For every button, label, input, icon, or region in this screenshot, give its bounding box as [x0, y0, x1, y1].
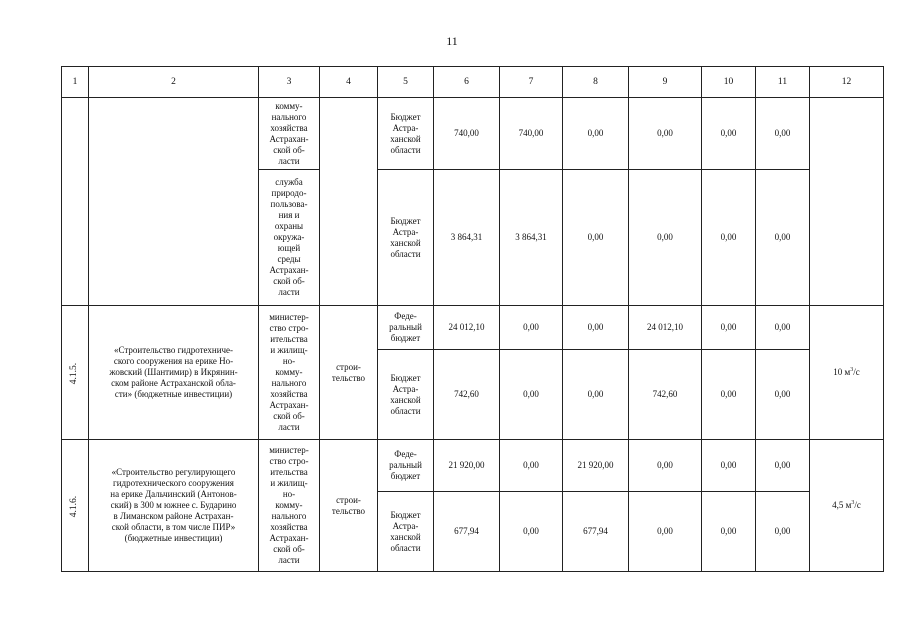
value-cell: 0,00 — [702, 350, 756, 440]
col-header: 10 — [702, 67, 756, 98]
col-header: 11 — [756, 67, 810, 98]
col-header: 12 — [810, 67, 884, 98]
event-name-cell — [89, 98, 259, 306]
value-cell: 0,00 — [702, 170, 756, 306]
value-cell: 21 920,00 — [563, 440, 629, 492]
value-cell: 0,00 — [756, 350, 810, 440]
funding-source-cell: Бюджет Астра- ханской области — [378, 492, 434, 572]
value-cell: 24 012,10 — [629, 306, 702, 350]
value-cell: 0,00 — [500, 440, 563, 492]
col-header: 3 — [259, 67, 320, 98]
page-number: 11 — [446, 34, 458, 48]
value-cell: 21 920,00 — [434, 440, 500, 492]
funding-source-cell: Бюджет Астра- ханской области — [378, 98, 434, 170]
value-cell: 0,00 — [500, 306, 563, 350]
value-cell: 0,00 — [702, 98, 756, 170]
value-cell: 3 864,31 — [434, 170, 500, 306]
executor-cell: комму- нального хозяйства Астрахан- ской об- ласти — [259, 98, 320, 170]
value-cell: 742,60 — [434, 350, 500, 440]
table-row — [62, 306, 884, 350]
value-cell: 0,00 — [702, 306, 756, 350]
value-cell: 740,00 — [500, 98, 563, 170]
row-number: 4.1.5. — [69, 362, 80, 384]
executor-cell: министер- ство стро- ительства и жилищ- но- комму- нального хозяйства Астрахан- ской об- ласти — [259, 306, 320, 440]
result-cell — [810, 440, 884, 572]
result-cell — [810, 306, 884, 440]
result-superscript: 3 — [851, 500, 855, 506]
value-cell: 0,00 — [756, 440, 810, 492]
value-cell: 0,00 — [629, 440, 702, 492]
row-number-cell — [62, 440, 89, 572]
row-number-cell — [62, 98, 89, 306]
table-row — [62, 98, 884, 170]
event-name-cell: «Строительство регулирующего гидротехнического сооружения на ерике Дальчинский (Антонов- ский) в 300 м южнее с. Бударино в Лиманском районе Астрахан- ской области, в том числе ПИР» (бюджетные инвестиции) — [89, 440, 259, 572]
value-cell: 0,00 — [756, 98, 810, 170]
result-unit: /с — [854, 500, 861, 510]
event-name-cell: «Строительство гидротехниче- ского сооружения на ерике Но- жовский (Шантимир) в Икрянин- ском районе Астраханской обла- сти» (бюджетные инвестиции) — [89, 306, 259, 440]
table-row — [62, 440, 884, 492]
executor-cell: министер- ство стро- ительства и жилищ- но- комму- нального хозяйства Астрахан- ской об- ласти — [259, 440, 320, 572]
result-value: 4,5 м — [832, 500, 852, 510]
value-cell: 0,00 — [563, 170, 629, 306]
value-cell: 740,00 — [434, 98, 500, 170]
value-cell: 0,00 — [756, 492, 810, 572]
row-number: 4.1.6. — [69, 495, 80, 517]
value-cell: 24 012,10 — [434, 306, 500, 350]
value-cell: 0,00 — [563, 350, 629, 440]
funding-source-cell: Бюджет Астра- ханской области — [378, 350, 434, 440]
value-cell: 0,00 — [500, 350, 563, 440]
value-cell: 742,60 — [629, 350, 702, 440]
result-superscript: 3 — [850, 367, 854, 373]
work-type-cell: строи- тельство — [320, 306, 378, 440]
funding-source-cell: Бюджет Астра- ханской области — [378, 170, 434, 306]
result-value: 10 м — [833, 367, 851, 377]
value-cell: 3 864,31 — [500, 170, 563, 306]
col-header: 4 — [320, 67, 378, 98]
value-cell: 0,00 — [756, 306, 810, 350]
result-cell — [810, 98, 884, 306]
value-cell: 0,00 — [563, 306, 629, 350]
executor-cell: служба природо- пользова- ния и охраны окружа- ющей среды Астрахан- ской об- ласти — [259, 170, 320, 306]
column-header-row — [62, 67, 884, 98]
value-cell: 677,94 — [434, 492, 500, 572]
value-cell: 0,00 — [756, 170, 810, 306]
result-unit: /с — [853, 367, 860, 377]
col-header: 6 — [434, 67, 500, 98]
value-cell: 0,00 — [500, 492, 563, 572]
work-type-cell: строи- тельство — [320, 440, 378, 572]
value-cell: 0,00 — [702, 440, 756, 492]
row-number-cell — [62, 306, 89, 440]
col-header: 8 — [563, 67, 629, 98]
program-table — [61, 66, 884, 572]
value-cell: 0,00 — [629, 98, 702, 170]
work-type-cell — [320, 98, 378, 306]
value-cell: 0,00 — [563, 98, 629, 170]
funding-source-cell: Феде- ральный бюджет — [378, 306, 434, 350]
value-cell: 0,00 — [629, 492, 702, 572]
col-header: 5 — [378, 67, 434, 98]
col-header: 9 — [629, 67, 702, 98]
col-header: 7 — [500, 67, 563, 98]
value-cell: 677,94 — [563, 492, 629, 572]
value-cell: 0,00 — [702, 492, 756, 572]
funding-source-cell: Феде- ральный бюджет — [378, 440, 434, 492]
col-header: 1 — [62, 67, 89, 98]
value-cell: 0,00 — [629, 170, 702, 306]
col-header: 2 — [89, 67, 259, 98]
